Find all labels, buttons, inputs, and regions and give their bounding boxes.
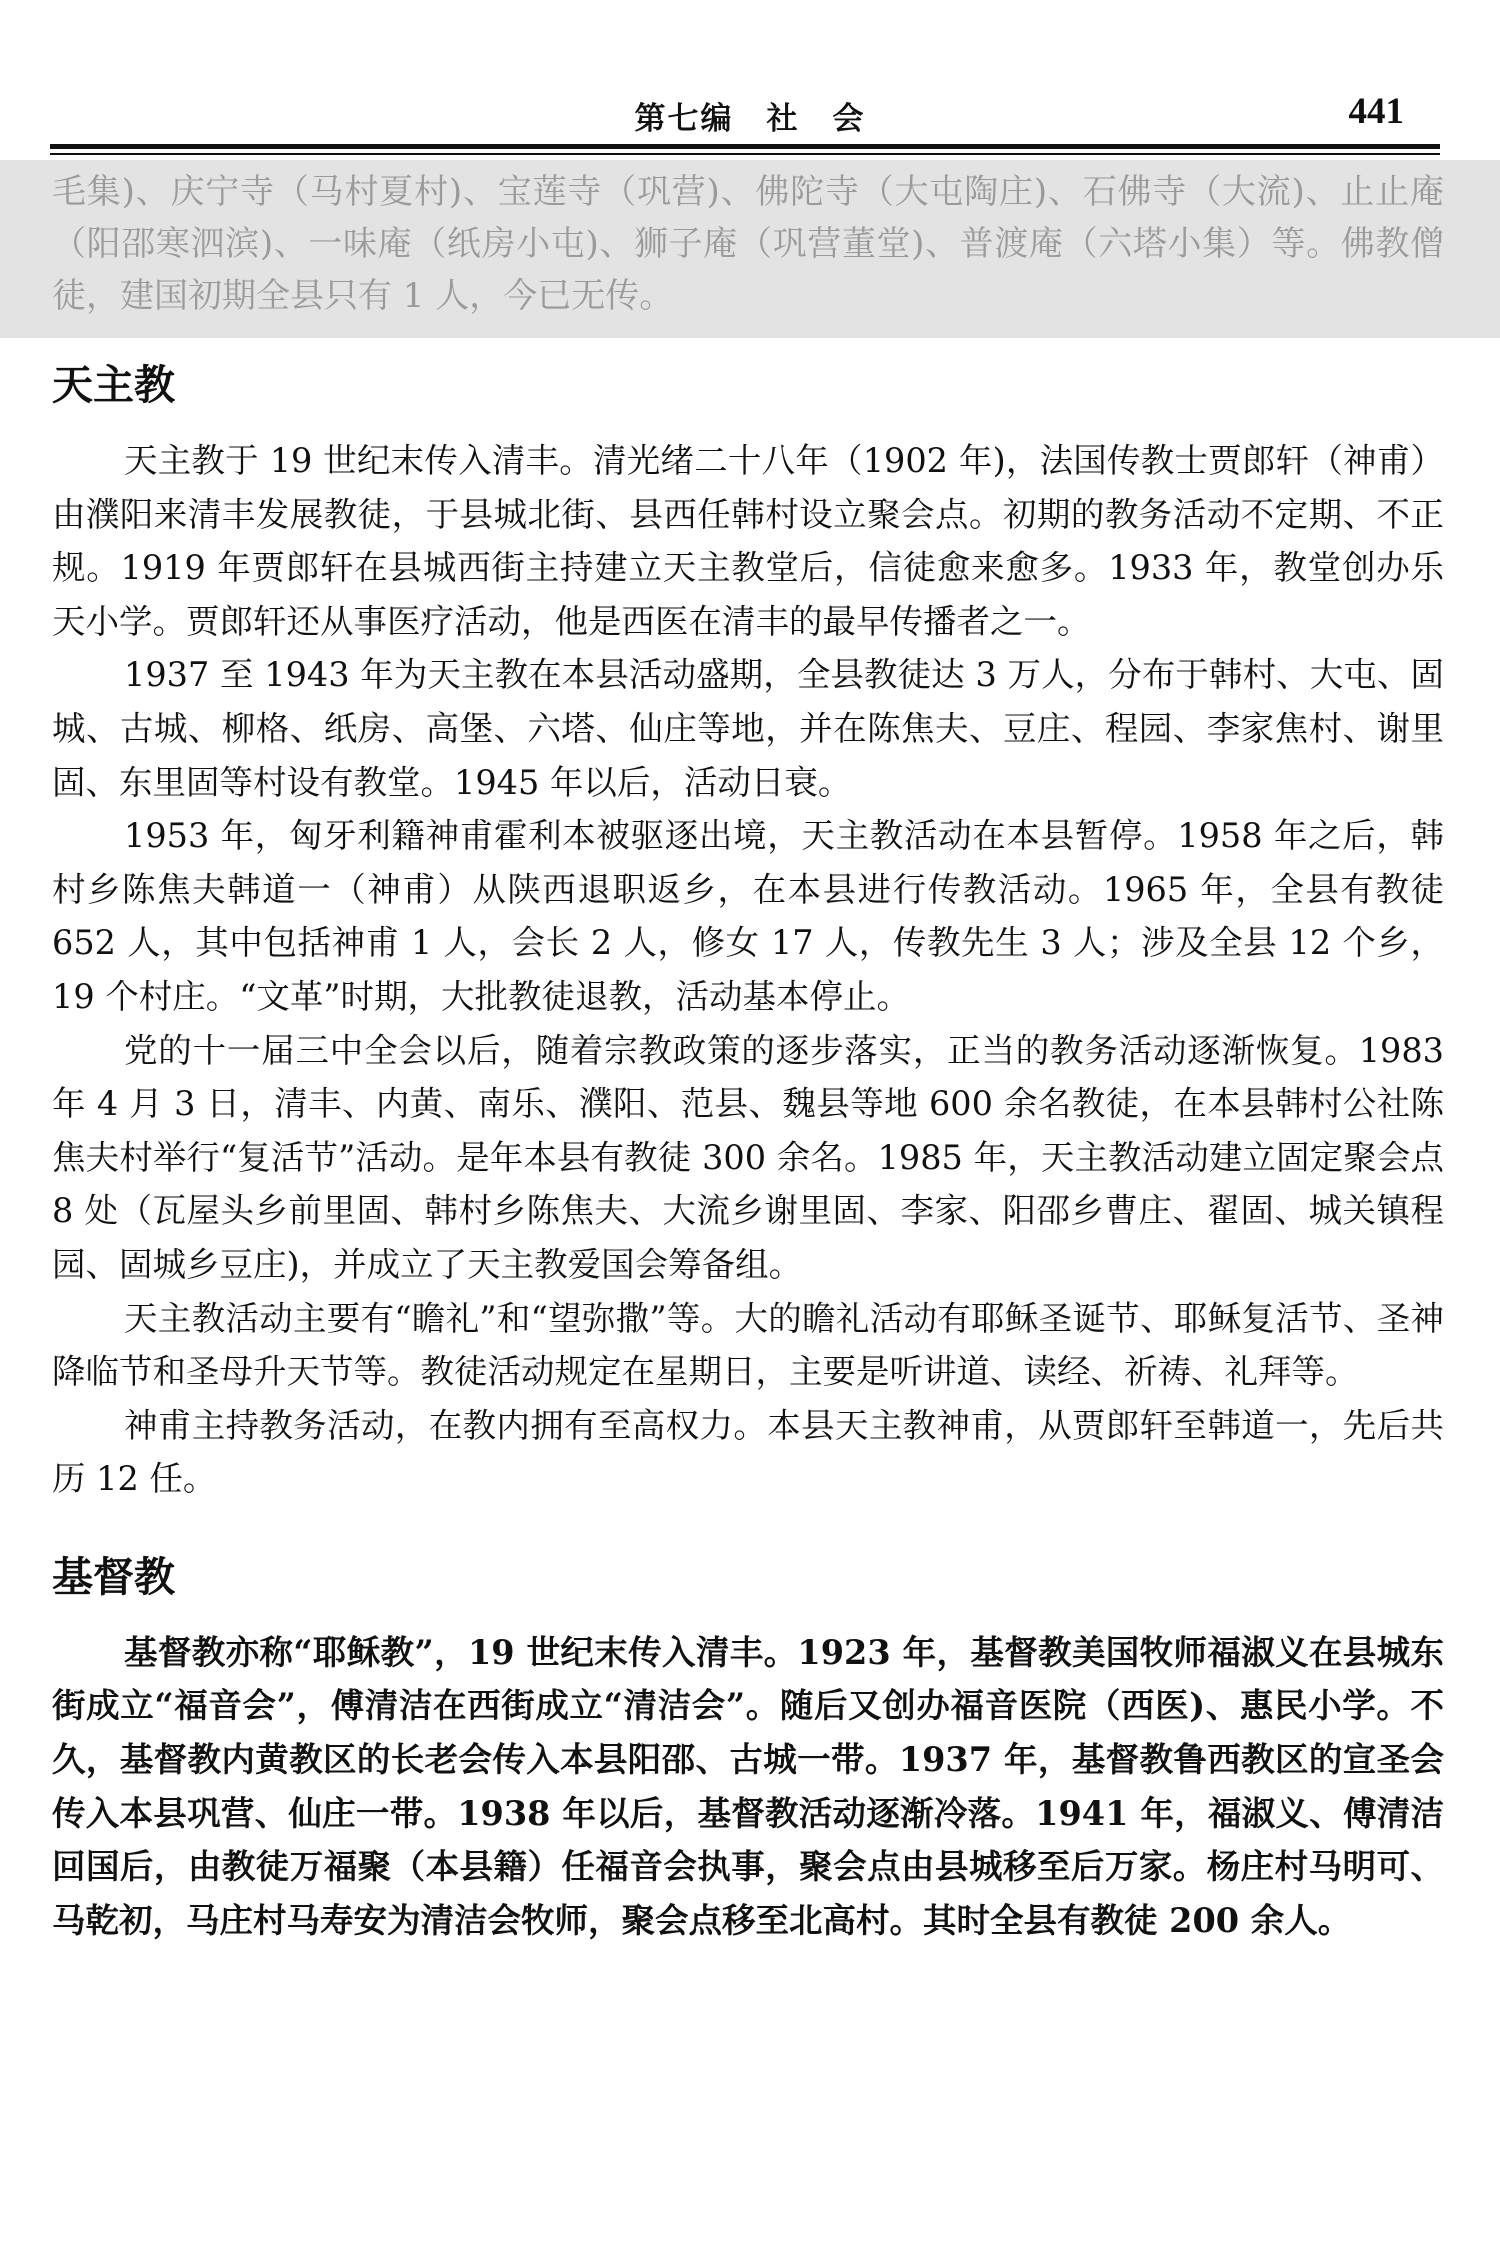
section-heading-catholicism: 天主教 <box>52 361 175 409</box>
section-body-christianity <box>52 1626 1444 1948</box>
running-head: 第七编 社 会 <box>634 101 866 137</box>
header-rule-thick <box>50 144 1440 149</box>
section-body-catholicism <box>52 434 1444 1506</box>
page-number: 441 <box>1348 91 1404 132</box>
paragraph: 1953 年，匈牙利籍神甫霍利本被驱逐出境，天主教活动在本县暂停。1958 年之后，韩村乡陈焦夫韩道一（神甫）从陕西退职返乡，在本县进行传教活动。1965 年，全县有教徒 652 人，其中包括神甫 1 人，会长 2 人，修女 17 人，传教先生 3 人；涉及全县 12 个乡，19 个村庄。“文革”时期，大批教徒退教，活动基本停止。 <box>52 816 1444 1016</box>
greyed-continuation-band <box>0 160 1500 338</box>
page-content <box>52 348 1444 1947</box>
paragraph: 天主教活动主要有“瞻礼”和“望弥撒”等。大的瞻礼活动有耶稣圣诞节、耶稣复活节、圣神降临节和圣母升天节等。教徒活动规定在星期日，主要是听讲道、读经、祈祷、礼拜等。 <box>52 1298 1444 1392</box>
paragraph: 1937 至 1943 年为天主教在本县活动盛期，全县教徒达 3 万人，分布于韩村、大屯、固城、古城、柳格、纸房、高堡、六塔、仙庄等地，并在陈焦夫、豆庄、程园、李家焦村、谢里固、东里固等村设有教堂。1945 年以后，活动日衰。 <box>52 655 1444 802</box>
header-rule-thin <box>50 153 1440 155</box>
section-heading-christianity: 基督教 <box>52 1552 175 1601</box>
paragraph: 神甫主持教务活动，在教内拥有至高权力。本县天主教神甫，从贾郎轩至韩道一，先后共历 12 任。 <box>52 1405 1444 1499</box>
paragraph: 基督教亦称“耶稣教”，19 世纪末传入清丰。1923 年，基督教美国牧师福淑义在县城东街成立“福音会”，傅清洁在西街成立“清洁会”。随后又创办福音医院（西医)、惠民小学。不久，基督教内黄教区的长老会传入本县阳邵、古城一带。1937 年，基督教鲁西教区的宣圣会传入本县巩营、仙庄一带。1938 年以后，基督教活动逐渐冷落。1941 年，福淑义、傅清洁回国后，由教徒万福聚（本县籍）任福音会执事，聚会点由县城移至后万家。杨庄村马明可、马乾初，马庄村马寿安为清洁会牧师，聚会点移至北高村。其时全县有教徒 200 余人。 <box>52 1632 1444 1940</box>
continuation-text: 毛集)、庆宁寺（马村夏村)、宝莲寺（巩营)、佛陀寺（大屯陶庄)、石佛寺（大流)、止止庵（阳邵寒泗滨)、一味庵（纸房小屯)、狮子庵（巩营董堂)、普渡庵（六塔小集）等。佛教僧徒，建国初期全县只有 1 人，今已无传。 <box>52 172 1444 316</box>
paragraph: 天主教于 19 世纪末传入清丰。清光绪二十八年（1902 年)，法国传教士贾郎轩（神甫）由濮阳来清丰发展教徒，于县城北街、县西任韩村设立聚会点。初期的教务活动不定期、不正规。1919 年贾郎轩在县城西街主持建立天主教堂后，信徒愈来愈多。1933 年，教堂创办乐天小学。贾郎轩还从事医疗活动，他是西医在清丰的最早传播者之一。 <box>52 441 1444 641</box>
paragraph: 党的十一届三中全会以后，随着宗教政策的逐步落实，正当的教务活动逐渐恢复。1983 年 4 月 3 日，清丰、内黄、南乐、濮阳、范县、魏县等地 600 余名教徒，在本县韩村公社陈焦夫村举行“复活节”活动。是年本县有教徒 300 余名。1985 年，天主教活动建立固定聚会点 8 处（瓦屋头乡前里固、韩村乡陈焦夫、大流乡谢里固、李家、阳邵乡曹庄、翟固、城关镇程园、固城乡豆庄)，并成立了天主教爱国会筹备组。 <box>52 1030 1444 1284</box>
page-header <box>0 0 1500 160</box>
